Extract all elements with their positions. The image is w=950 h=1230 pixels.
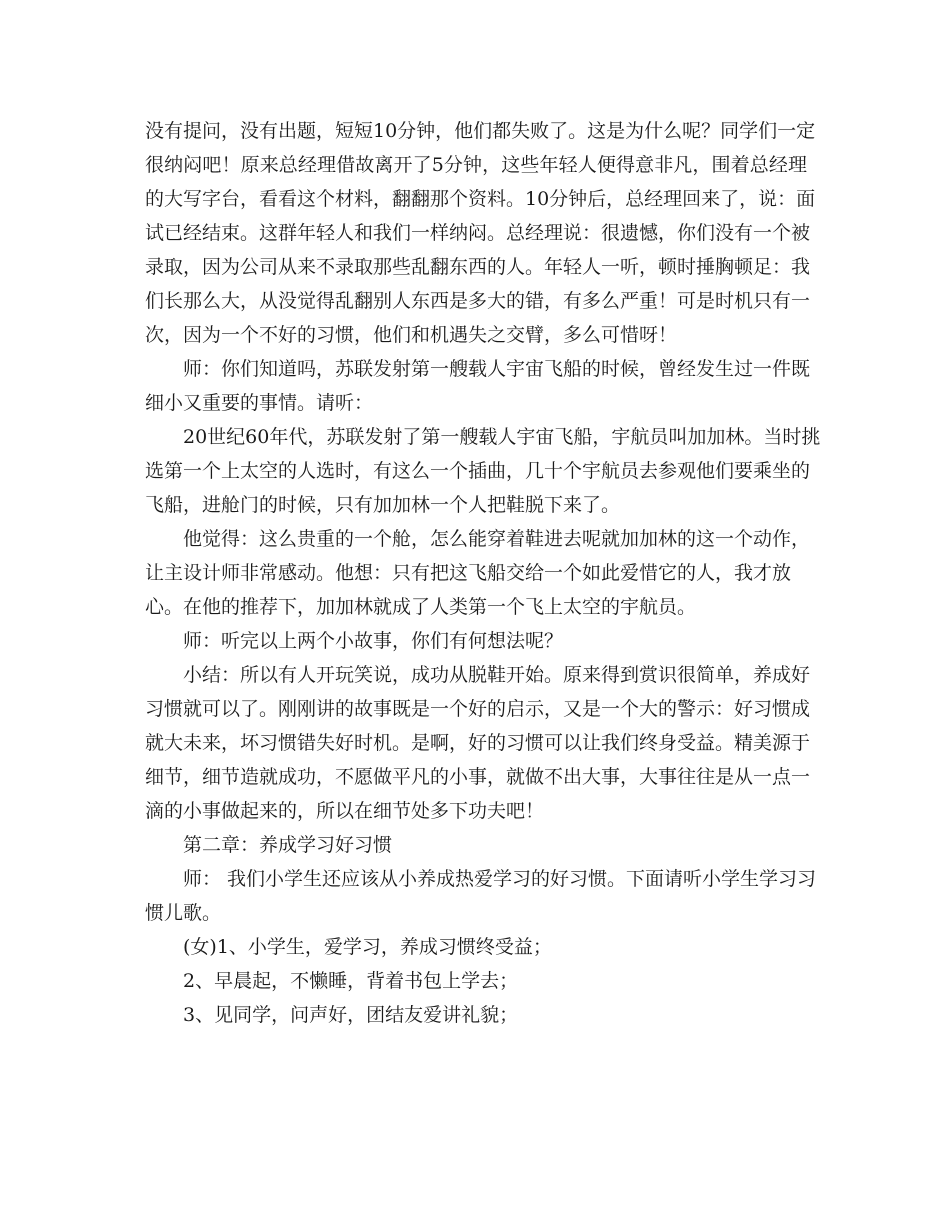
text-line: 20世纪60年代，苏联发射了第一艘载人宇宙飞船，宇航员叫加加林。当时挑 [183,426,821,448]
text-line: 师：你们知道吗，苏联发射第一艘载人宇宙飞船的时候，曾经发生过一件既 [183,358,811,380]
text-line: 录取，因为公司从来不录取那些乱翻东西的人。年轻人一听，顿时捶胸顿足：我 [145,256,811,278]
text-line: 小结：所以有人开玩笑说，成功从脱鞋开始。原来得到赏识很简单，养成好 [183,664,811,686]
text-line: 3、见同学，问声好，团结友爱讲礼貌； [183,1004,519,1026]
text-line: 师：听完以上两个小故事，你们有何想法呢？ [183,630,564,652]
text-line: 没有提问，没有出题，短短10分钟，他们都失败了。这是为什么呢？同学们一定 [145,120,816,142]
text-line: 第二章：养成学习好习惯 [183,834,393,856]
text-line: 飞船，进舱门的时候，只有加加林一个人把鞋脱下来了。 [145,494,621,516]
text-line: 们长那么大，从没觉得乱翻别人东西是多大的错，有多么严重！可是时机只有一 [145,290,811,312]
text-line: 细节，细节造就成功，不愿做平凡的小事，就做不出大事，大事往往是从一点一 [145,766,811,788]
text-line: 选第一个上太空的人选时，有这么一个插曲，几十个宇航员去参观他们要乘坐的 [145,460,811,482]
text-line: 次，因为一个不好的习惯，他们和机遇失之交臂，多么可惜呀！ [145,324,678,346]
text-line: 心。在他的推荐下，加加林就成了人类第一个飞上太空的宇航员。 [145,596,697,618]
text-line: 2、早晨起，不懒睡，背着书包上学去； [183,970,519,992]
text-line: 让主设计师非常感动。他想：只有把这飞船交给一个如此爱惜它的人，我才放 [145,562,792,584]
text-line: (女)1、小学生，爱学习，养成习惯终受益； [183,936,552,958]
text-line: 试已经结束。这群年轻人和我们一样纳闷。总经理说：很遗憾，你们没有一个被 [145,222,811,244]
text-line: 的大写字台，看看这个材料，翻翻那个资料。10分钟后，总经理回来了，说：面 [145,188,816,210]
text-line: 他觉得：这么贵重的一个舱，怎么能穿着鞋进去呢就加加林的这一个动作， [183,528,811,550]
text-line: 很纳闷吧！原来总经理借故离开了5分钟，这些年轻人便得意非凡，围着总经理 [145,154,807,176]
text-line: 师： 我们小学生还应该从小养成热爱学习的好习惯。下面请听小学生学习习 [183,868,817,890]
document-body [145,114,821,1032]
text-line: 惯儿歌。 [145,902,222,924]
text-line: 细小又重要的事情。请听： [145,392,374,414]
text-line: 习惯就可以了。刚刚讲的故事既是一个好的启示，又是一个大的警示：好习惯成 [145,698,811,720]
text-line: 滴的小事做起来的，所以在细节处多下功夫吧！ [145,800,545,822]
text-line: 就大未来，坏习惯错失好时机。是啊，好的习惯可以让我们终身受益。精美源于 [145,732,811,754]
